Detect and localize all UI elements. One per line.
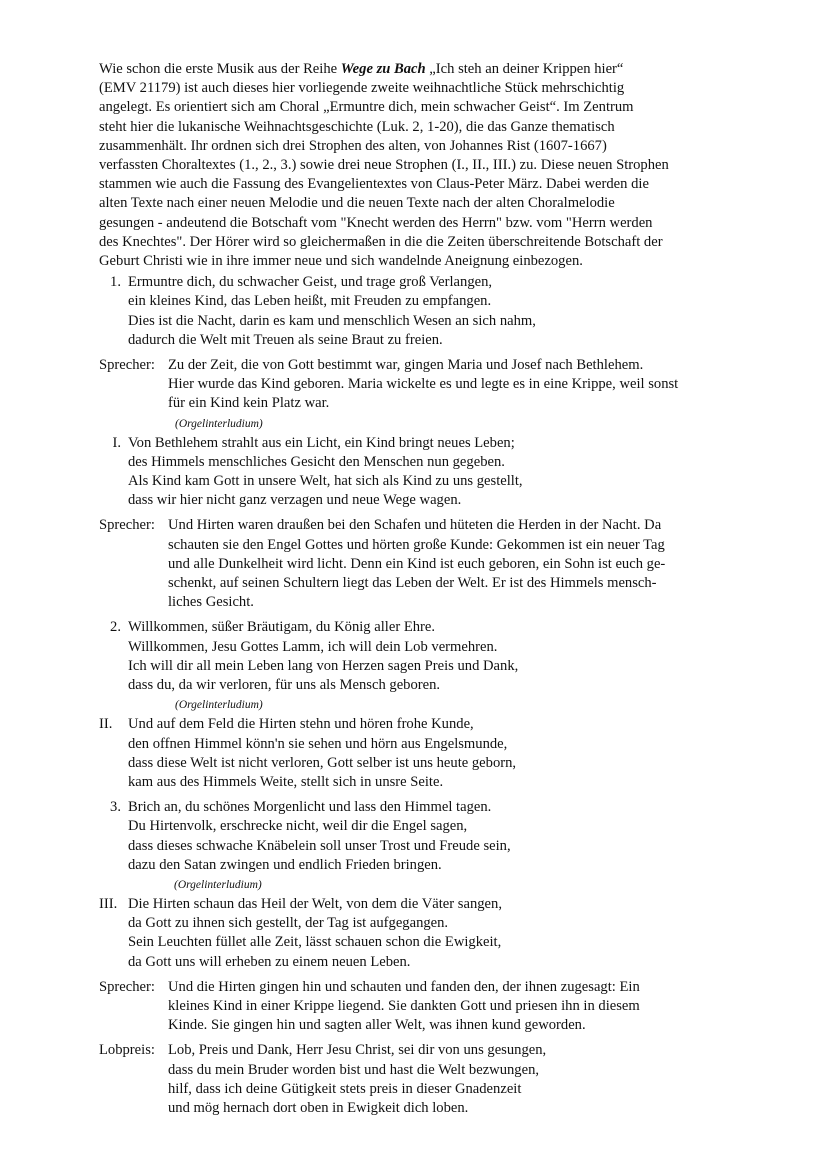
intro-line: zusammenhält. Ihr ordnen sich drei Strophen des alten, von Johannes Rist (1607-1667) [99,137,607,154]
verse-line: Willkommen, Jesu Gottes Lamm, ich will dein Lob vermehren. [128,638,498,655]
intro-line: Wie schon die erste Musik aus der Reihe Wege zu Bach „Ich steh an deiner Krippen hier“ [99,61,624,77]
lobpreis-label: Lobpreis: [99,1042,155,1059]
speaker-line: schauten sie den Engel Gottes und hörten große Kunde: Gekommen ist ein neuer Tag [168,536,665,553]
speaker-3 [99,978,739,1036]
verse-line: Ich will dir all mein Leben lang von Herzen sagen Preis und Dank, [128,657,519,674]
series-title: Wege zu Bach [340,61,426,77]
speaker-line: und alle Dunkelheit wird licht. Denn ein Kind ist euch geboren, ein Sohn ist euch ge- [168,555,666,572]
intro-line: gesungen - andeutend die Botschaft vom "Knecht werden des Herrn" bzw. vom "Herrn werden [99,214,653,231]
lobpreis-line: hilf, dass ich deine Gütigkeit stets preis in dieser Gnadenzeit [168,1080,522,1097]
speaker-line: kleines Kind in einer Krippe liegend. Sie dankten Gott und priesen ihn in diesem [168,997,640,1014]
verse-2 [99,618,739,713]
speaker-2 [99,516,739,612]
verse-line: Willkommen, süßer Bräutigam, du König aller Ehre. [128,619,436,636]
verse-line: Als Kind kam Gott in unsere Welt, hat sich als Kind zu uns gestellt, [128,473,523,490]
intro-line: alten Texte nach einer neuen Melodie und die neuen Texte nach der alten Choralmelodie [99,195,615,212]
verse-line: dass du, da wir verloren, für uns als Mensch geboren. [128,677,441,694]
verse-line: Du Hirtenvolk, erschrecke nicht, weil dir die Engel sagen, [128,818,468,835]
organ-interlude: (Orgelinterludium) [175,699,263,712]
verse-line: Und auf dem Feld die Hirten stehn und hören frohe Kunde, [128,716,474,733]
organ-interlude: (Orgelinterludium) [174,878,262,891]
speaker-line: Kinde. Sie gingen hin und sagten aller Welt, was ihnen kund geworden. [168,1017,586,1034]
verse-line: Dies ist die Nacht, darin es kam und menschlich Wesen an sich nahm, [128,312,536,329]
intro-line: verfassten Choraltextes (1., 2., 3.) sowie drei neue Strophen (I., II., III.) zu. Diese neuen Strophen [99,157,669,174]
speaker-line: schenkt, auf seinen Schultern liegt das Leben der Welt. Er ist des Himmels mensch- [168,575,657,592]
lobpreis [99,1041,739,1118]
verse-line: Ermuntre dich, du schwacher Geist, und trage groß Verlangen, [128,274,493,291]
verse-II [99,715,739,792]
verse-line: den offnen Himmel könn'n sie sehen und hörn aus Engelsmunde, [128,735,508,752]
verse-line: dadurch die Welt mit Treuen als seine Braut zu freien. [128,331,443,348]
verse-line: Brich an, du schönes Morgenlicht und lass den Himmel tagen. [128,799,492,816]
verse-III [99,895,739,972]
verse-line: da Gott zu ihnen sich gestellt, der Tag ist aufgegangen. [128,915,449,932]
verse-line: Von Bethlehem strahlt aus ein Licht, ein Kind bringt neues Leben; [128,434,515,451]
speaker-1 [99,356,739,432]
organ-interlude: (Orgelinterludium) [175,417,263,430]
lobpreis-line: und mög hernach dort oben in Ewigkeit dich loben. [168,1099,469,1116]
speaker-line: Und die Hirten gingen hin und schauten und fanden den, der ihnen zugesagt: Ein [168,978,640,995]
verse-I [99,434,739,511]
lobpreis-line: Lob, Preis und Dank, Herr Jesu Christ, sei dir von uns gesungen, [168,1042,547,1059]
verse-line: kam aus des Himmels Weite, stellt sich in unsre Seite. [128,773,444,790]
verse-1 [99,273,739,350]
verse-line: des Himmels menschliches Gesicht den Menschen nun gegeben. [128,453,505,470]
verse-number: III. [99,895,118,912]
verse-number: 1. [110,274,121,291]
verse-line: dass wir hier nicht ganz verzagen und neue Wege wagen. [128,492,462,509]
intro-line: steht hier die lukanische Weihnachtsgeschichte (Luk. 2, 1-20), die das Ganze thematisch [99,118,615,135]
speaker-label: Sprecher: [99,517,155,534]
speaker-label: Sprecher: [99,978,155,995]
verse-line: dass dieses schwache Knäbelein soll unser Trost und Freude sein, [128,837,511,854]
speaker-line: Und Hirten waren draußen bei den Schafen und hüteten die Herden in der Nacht. Da [168,517,662,534]
document-page [99,60,739,1118]
speaker-label: Sprecher: [99,357,155,374]
speaker-line: für ein Kind kein Platz war. [168,395,330,412]
intro-line: angelegt. Es orientiert sich am Choral „Ermuntre dich, mein schwacher Geist“. Im Zentrum [99,99,634,116]
speaker-line: liches Gesicht. [168,594,254,611]
intro-line: des Knechtes". Der Hörer wird so gleichermaßen in die die Zeiten überschreitende Botschaft der [99,233,663,250]
verse-line: ein kleines Kind, das Leben heißt, mit Freuden zu empfangen. [128,293,492,310]
verse-number: 2. [110,619,121,636]
intro-line: stammen wie auch die Fassung des Evangelientextes von Claus-Peter März. Dabei werden die [99,176,649,193]
verse-line: Sein Leuchten füllet alle Zeit, lässt schauen schon die Ewigkeit, [128,934,502,951]
verse-line: Die Hirten schaun das Heil der Welt, von dem die Väter sangen, [128,895,502,912]
verse-line: dazu den Satan zwingen und endlich Frieden bringen. [128,856,442,873]
lobpreis-line: dass du mein Bruder worden bist und hast die Welt bezwungen, [168,1061,540,1078]
intro-paragraph [99,60,739,271]
intro-line: Geburt Christi wie in ihre immer neue und sich wandelnde Aneignung einbezogen. [99,253,583,270]
verse-number: I. [112,434,121,451]
verse-number: 3. [110,799,121,816]
intro-line: (EMV 21179) ist auch dieses hier vorliegende zweite weihnachtliche Stück mehrschichtig [99,80,625,97]
speaker-line: Zu der Zeit, die von Gott bestimmt war, gingen Maria und Josef nach Bethlehem. [168,357,644,374]
verse-line: dass diese Welt ist nicht verloren, Gott selber ist uns heute geborn, [128,754,517,771]
verse-3 [99,798,739,893]
verse-line: da Gott uns will erheben zu einem neuen Leben. [128,953,411,970]
verse-number: II. [99,716,113,733]
speaker-line: Hier wurde das Kind geboren. Maria wickelte es und legte es in eine Krippe, weil sonst [168,376,679,393]
